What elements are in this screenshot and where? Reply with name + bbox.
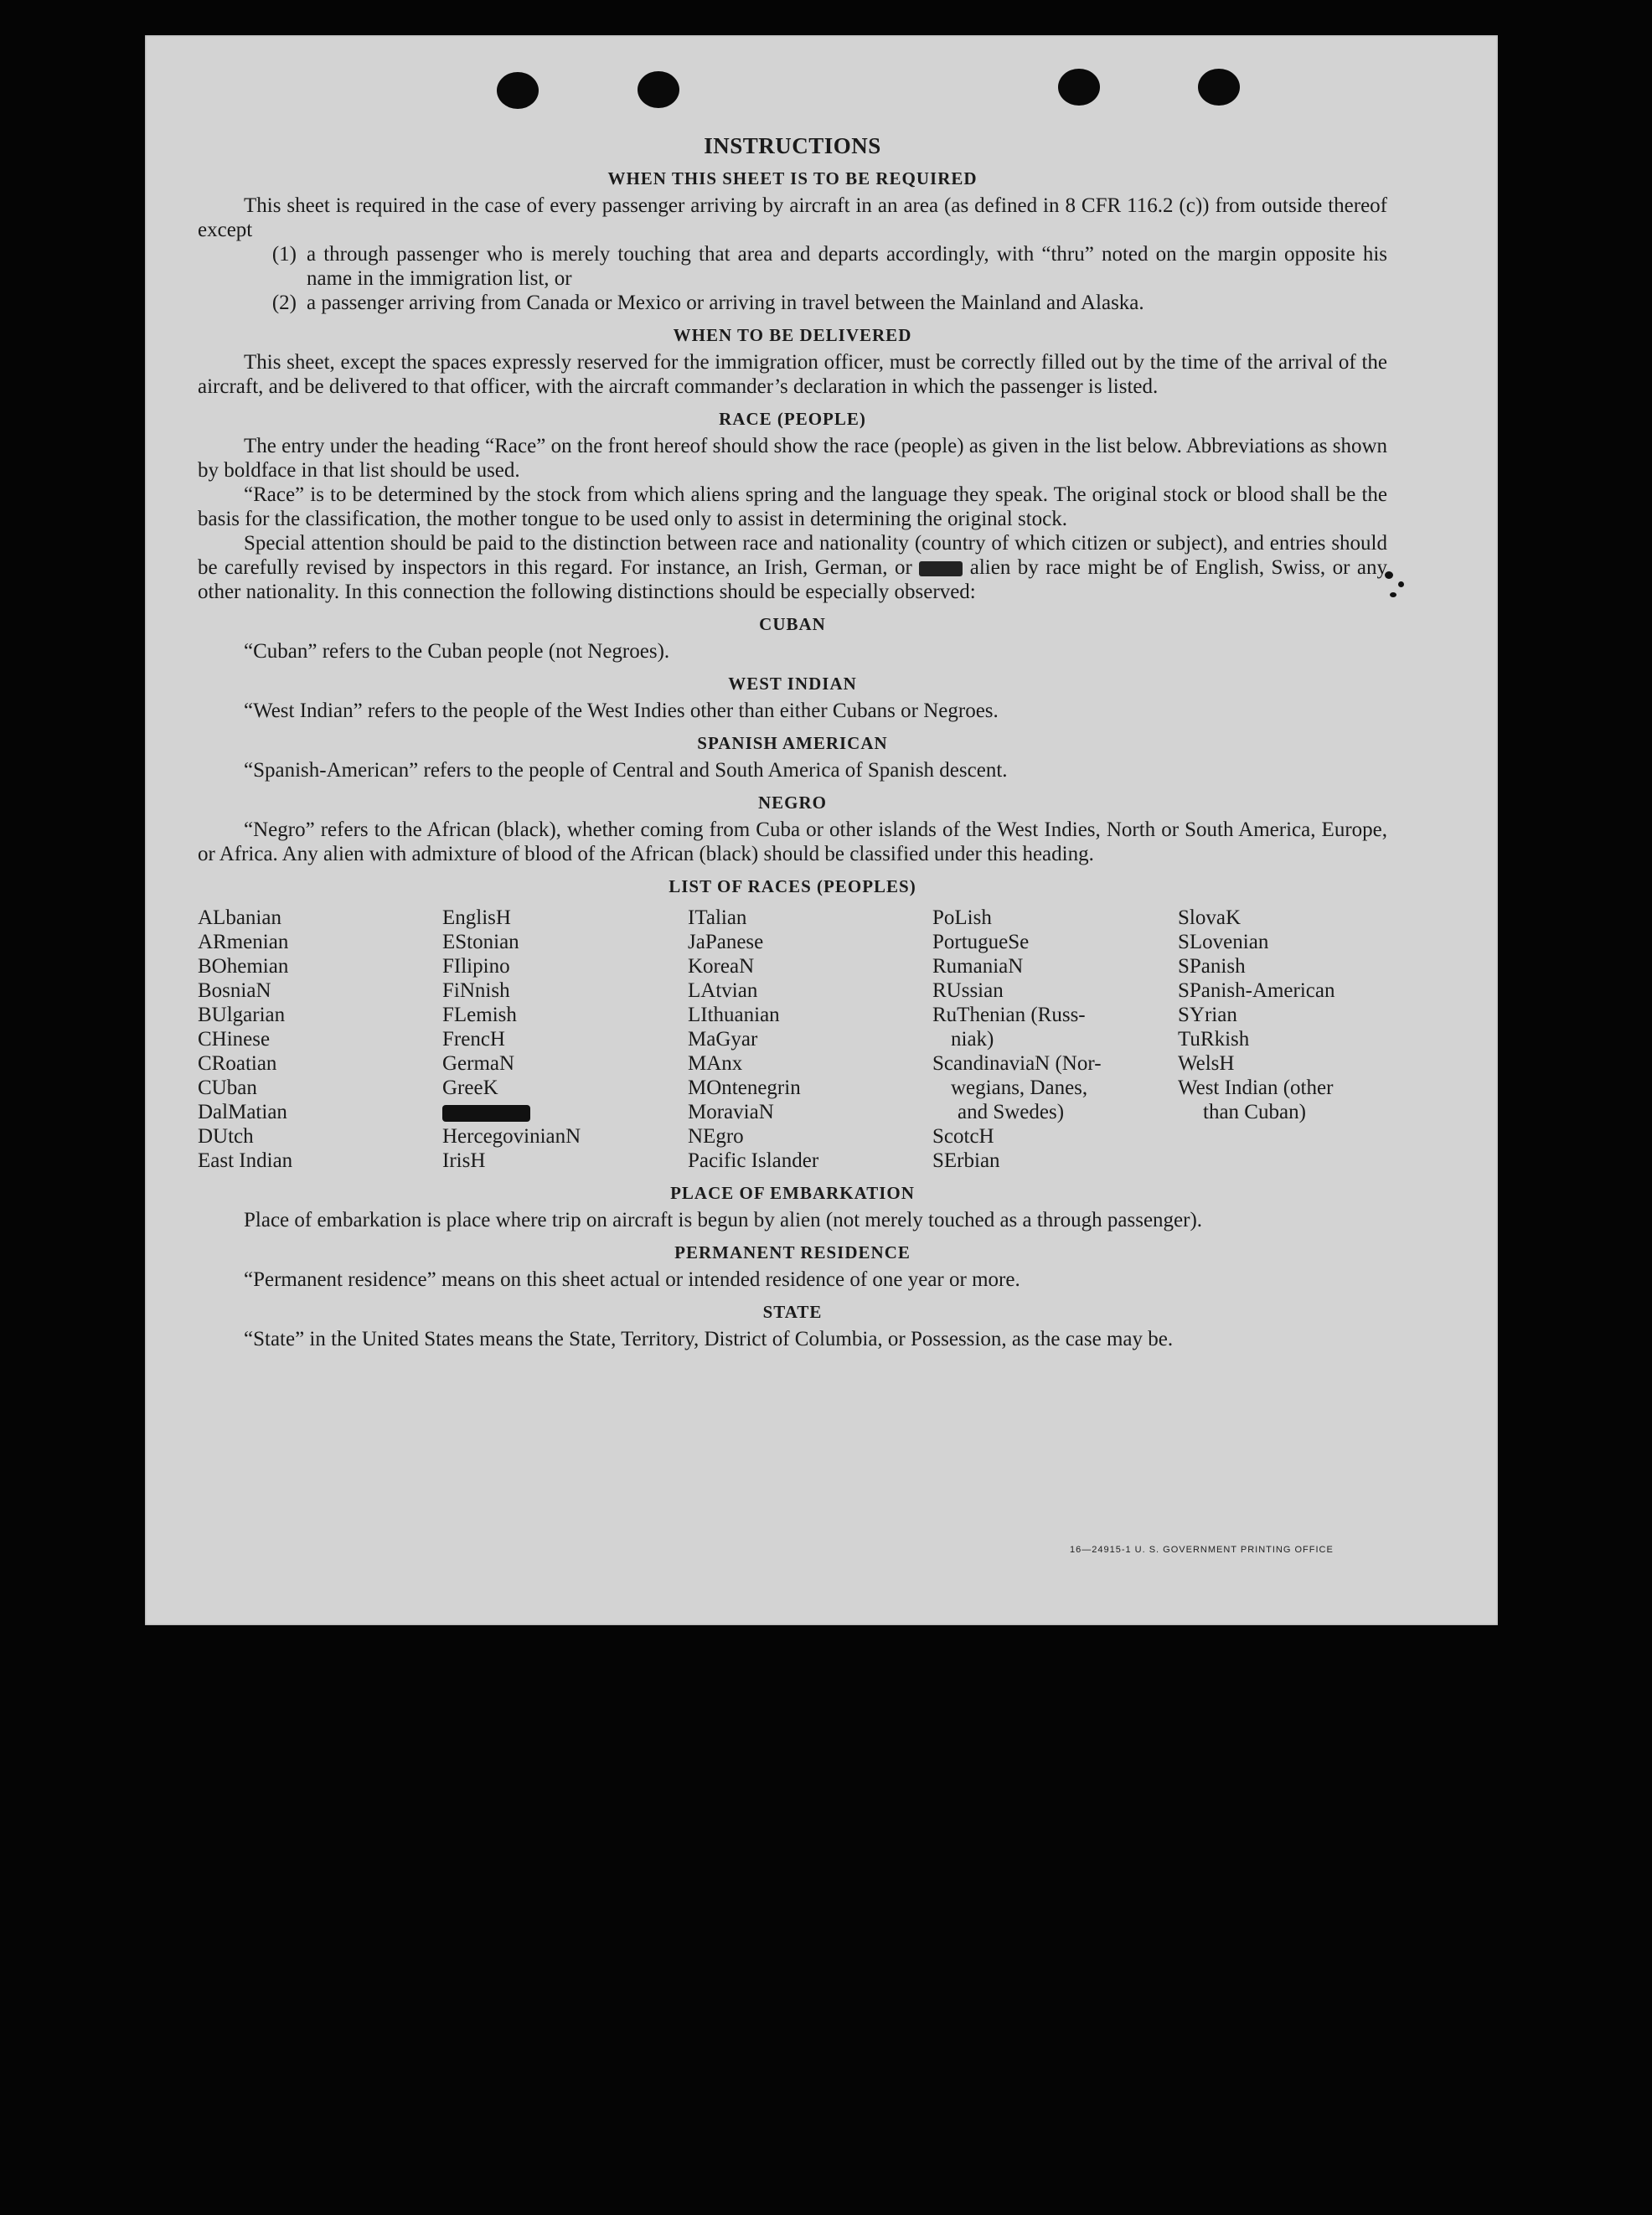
race-item: East Indian <box>198 1149 293 1172</box>
race-item: West Indian (other <box>1178 1077 1334 1099</box>
heading-state: STATE <box>762 1302 823 1322</box>
race-item: LIthuanian <box>688 1004 780 1026</box>
race-item: MoraviaN <box>688 1101 774 1123</box>
punch-hole <box>1198 69 1240 106</box>
exception-text: a passenger arriving from Canada or Mexico or arriving in travel between the Mainland and Alaska. <box>307 292 1144 314</box>
race-item: BosniaN <box>198 979 271 1002</box>
race-item: GreeK <box>442 1077 498 1099</box>
race-item: IrisH <box>442 1149 486 1172</box>
race-item: HercegovinianN <box>442 1125 581 1148</box>
ink-speck <box>1390 592 1396 597</box>
races-column-3 <box>688 906 932 1173</box>
form-code: 16—24915-1 U. S. GOVERNMENT PRINTING OFFICE <box>1070 1545 1334 1555</box>
punch-hole <box>1058 69 1100 106</box>
races-column-4 <box>932 906 1178 1173</box>
race-item: FiNnish <box>442 979 510 1002</box>
paragraph-west-indian: “West Indian” refers to the people of the West Indies other than either Cubans or Negroes. <box>244 700 999 722</box>
exception-number: (2) <box>271 292 297 314</box>
form-sheet <box>145 35 1498 1625</box>
race-item: BUlgarian <box>198 1004 286 1026</box>
race-item: GermaN <box>442 1052 515 1075</box>
race-item: ScotcH <box>932 1125 994 1148</box>
paragraph-spanish-american: “Spanish-American” refers to the people of Central and South America of Spanish descent. <box>244 759 1008 782</box>
race-item: MOntenegrin <box>688 1077 801 1099</box>
race-item: MaGyar <box>688 1028 758 1051</box>
race-item: CHinese <box>198 1028 271 1051</box>
heading-place-of-embarkation: PLACE OF EMBARKATION <box>670 1183 915 1203</box>
race-item: CRoatian <box>198 1052 277 1075</box>
punch-hole <box>638 71 679 108</box>
race-item: RuThenian (Russ- <box>932 1004 1086 1026</box>
race-item: and Swedes) <box>958 1101 1065 1123</box>
race-item: RumaniaN <box>932 955 1024 978</box>
race-item: DUtch <box>198 1125 254 1148</box>
exception-item-1 <box>198 242 1387 291</box>
race-item: LAtvian <box>688 979 758 1002</box>
heading-negro: NEGRO <box>757 793 827 813</box>
exception-number: (1) <box>271 243 297 266</box>
race-item: FrencH <box>442 1028 505 1051</box>
race-item: MAnx <box>688 1052 743 1075</box>
instructions-body <box>198 134 1387 1351</box>
race-item: WelsH <box>1178 1052 1235 1075</box>
paragraph-when-delivered: This sheet, except the spaces expressly reserved for the immigration officer, must be correctly filled out by the time of the arrival of the aircraft, and be delivered to that officer, with the aircraft commander’s declaration in which the passenger is listed. <box>198 351 1387 398</box>
heading-list-of-races: LIST OF RACES (PEOPLES) <box>669 876 916 896</box>
paragraph-negro: “Negro” refers to the African (black), whether coming from Cuba or other islands of the West Indies, North or South America, Europe, or Africa. Any alien with admixture of blood of the African (black) should be classified under this heading. <box>198 818 1387 865</box>
race-item: PortugueSe <box>932 931 1030 953</box>
race-item: SlovaK <box>1178 906 1241 929</box>
redaction-mark <box>442 1105 530 1122</box>
heading-race: RACE (PEOPLE) <box>719 409 866 429</box>
race-item: Pacific Islander <box>688 1149 819 1172</box>
heading-when-delivered: WHEN TO BE DELIVERED <box>673 325 912 345</box>
heading-west-indian: WEST INDIAN <box>728 674 857 694</box>
paragraph-place-of-embarkation: Place of embarkation is place where trip on aircraft is begun by alien (not merely touched as a through passenger). <box>244 1209 1203 1231</box>
race-item: SYrian <box>1178 1004 1237 1026</box>
race-item: SErbian <box>932 1149 1000 1172</box>
race-item: FIlipino <box>442 955 510 978</box>
race-item: BOhemian <box>198 955 289 978</box>
punch-hole <box>497 72 539 109</box>
races-column-1 <box>198 906 442 1173</box>
race-item: EnglisH <box>442 906 511 929</box>
races-table <box>198 906 1387 1173</box>
heading-when-required: WHEN THIS SHEET IS TO BE REQUIRED <box>607 168 978 188</box>
heading-permanent-residence: PERMANENT RESIDENCE <box>674 1242 911 1262</box>
race-item: KoreaN <box>688 955 755 978</box>
race-item: RUssian <box>932 979 1004 1002</box>
paragraph-permanent-residence: “Permanent residence” means on this sheet actual or intended residence of one year or more. <box>244 1268 1020 1291</box>
redacted-race-item <box>442 1100 688 1124</box>
race-item: DalMatian <box>198 1101 287 1123</box>
race-item: SPanish <box>1178 955 1246 978</box>
race-item: than Cuban) <box>1203 1101 1306 1123</box>
paragraph-race-1: The entry under the heading “Race” on the front hereof should show the race (people) as given in the list below. Abbreviations as shown by boldface in that list should be used. <box>198 435 1387 482</box>
paragraph-race-3 <box>198 531 1387 604</box>
paragraph-race-3-part-a: Special attention should be paid to the distinction between race and nationality (country of which citizen or subject), and entries should be carefully revised by inspectors in this regard. For instance, an Irish, German, or <box>198 532 1387 579</box>
race-item: ARmenian <box>198 931 289 953</box>
race-item: NEgro <box>688 1125 744 1148</box>
race-item: ALbanian <box>198 906 281 929</box>
heading-spanish-american: SPANISH AMERICAN <box>697 733 888 753</box>
race-item: PoLish <box>932 906 992 929</box>
page-title: INSTRUCTIONS <box>704 133 881 158</box>
exception-text: a through passenger who is merely touching that area and departs accordingly, with “thru” noted on the margin opposite his name in the immigration list, or <box>307 243 1387 290</box>
race-item: JaPanese <box>688 931 764 953</box>
race-item: ScandinaviaN (Nor- <box>932 1052 1102 1075</box>
heading-cuban: CUBAN <box>759 614 826 634</box>
race-item: ITalian <box>688 906 747 929</box>
race-item: wegians, Danes, <box>951 1077 1088 1099</box>
paragraph-state: “State” in the United States means the State, Territory, District of Columbia, or Possession, as the case may be. <box>244 1328 1174 1350</box>
race-item: FLemish <box>442 1004 517 1026</box>
paragraph-cuban: “Cuban” refers to the Cuban people (not Negroes). <box>244 640 670 663</box>
race-item: EStonian <box>442 931 519 953</box>
races-column-5 <box>1178 906 1387 1173</box>
ink-speck <box>1398 581 1404 587</box>
race-item: niak) <box>951 1028 994 1051</box>
paragraph-race-3-part-b: alien by race might be of English, Swiss, or any other nationality. In this connection the following distinctions should be especially observed: <box>198 556 1388 603</box>
paragraph-when-required: This sheet is required in the case of every passenger arriving by aircraft in an area (as defined in 8 CFR 116.2 (c)) from outside thereof except <box>198 194 1387 241</box>
redaction-mark <box>919 561 963 576</box>
race-item: SLovenian <box>1178 931 1269 953</box>
race-item: SPanish-American <box>1178 979 1335 1002</box>
race-item: CUban <box>198 1077 257 1099</box>
race-item: TuRkish <box>1178 1028 1250 1051</box>
races-column-2 <box>442 906 688 1173</box>
exception-item-2 <box>198 291 1387 315</box>
paragraph-race-2: “Race” is to be determined by the stock from which aliens spring and the language they speak. The original stock or blood shall be the basis for the classification, the mother tongue to be used only to assist in determining the original stock. <box>198 483 1387 530</box>
